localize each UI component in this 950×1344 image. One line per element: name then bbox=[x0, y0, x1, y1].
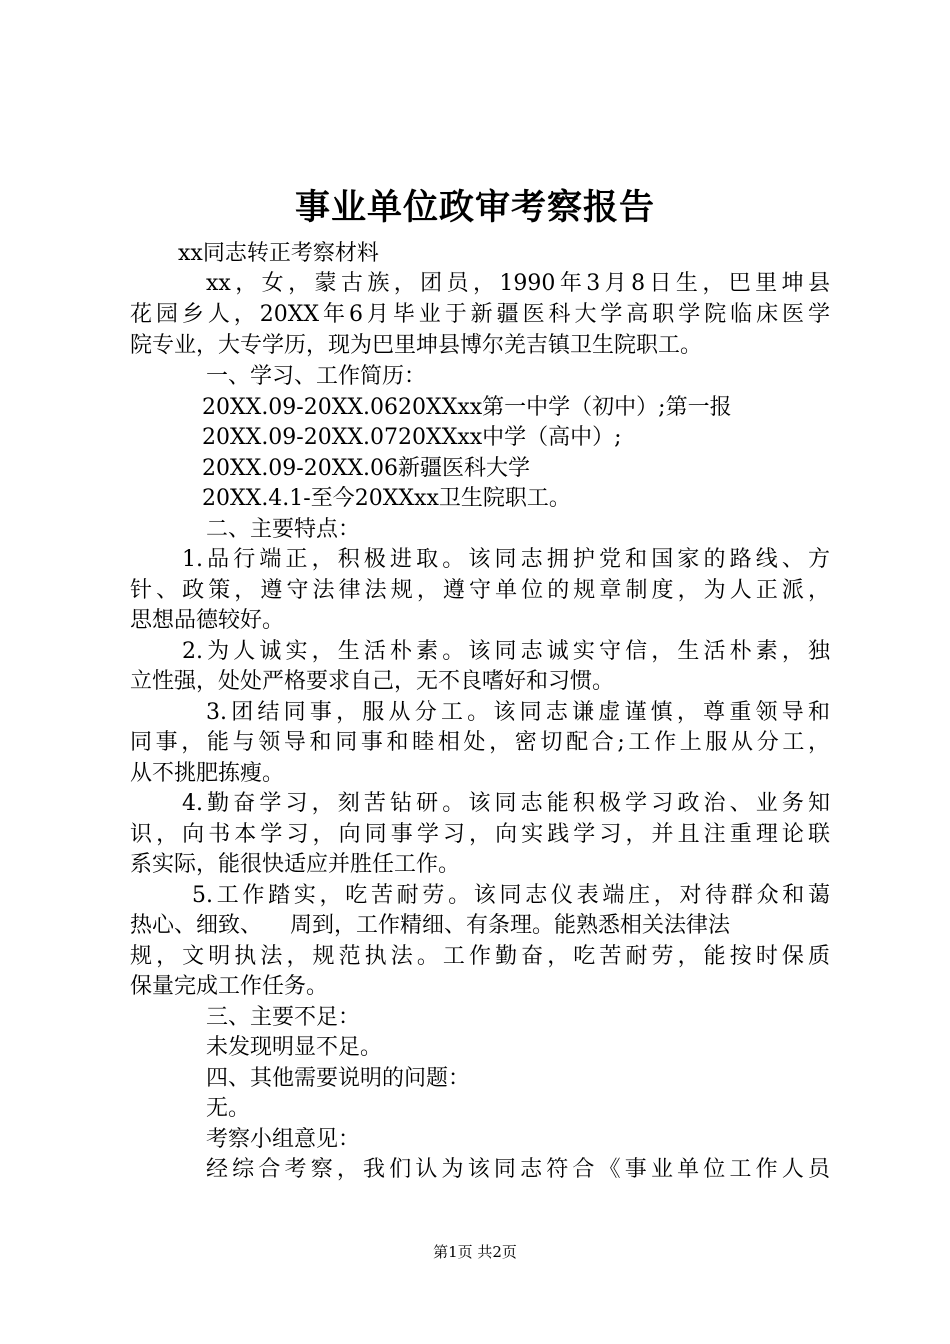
body-line: 未发现明显不足。 bbox=[206, 1035, 383, 1060]
body-line: 4.勤奋学习，刻苦钻研。该同志能积极学习政治、业务知 bbox=[182, 791, 830, 816]
body-line: 同事，能与领导和同事和睦相处，密切配合;工作上服从分工， bbox=[130, 730, 830, 755]
body-line: 院专业，大专学历，现为巴里坤县博尔羌吉镇卫生院职工。 bbox=[130, 333, 703, 358]
body-line: 20XX.09-20XX.0620XXxx第一中学（初中）;第一报 bbox=[202, 395, 732, 420]
document-title: 事业单位政审考察报告 bbox=[294, 187, 655, 228]
body-line: 20XX.09-20XX.0720XXxx中学（高中）; bbox=[202, 425, 622, 450]
body-line: 3.团结同事，服从分工。该同志谦虚谨慎，尊重领导和 bbox=[206, 700, 830, 725]
body-line: 1.品行端正，积极进取。该同志拥护党和国家的路线、方 bbox=[182, 547, 830, 572]
body-line: 规，文明执法，规范执法。工作勤奋，吃苦耐劳，能按时保质 bbox=[130, 944, 830, 969]
body-line: 经综合考察，我们认为该同志符合《事业单位工作人员 bbox=[206, 1157, 830, 1182]
body-line: 花园乡人，20XX年6月毕业于新疆医科大学高职学院临床医学 bbox=[130, 302, 830, 327]
page-footer: 第1页 共2页 bbox=[433, 1243, 517, 1261]
body-line: 一、学习、工作简历： bbox=[206, 364, 427, 389]
body-line: 二、主要特点： bbox=[206, 517, 361, 542]
body-line: xx，女，蒙古族，团员，1990年3月8日生，巴里坤县 bbox=[206, 271, 830, 296]
body-line: 20XX.09-20XX.06新疆医科大学 bbox=[202, 456, 531, 481]
body-line: 四、其他需要说明的问题： bbox=[206, 1066, 471, 1091]
body-line: 从不挑肥拣瘦。 bbox=[130, 761, 285, 786]
body-line: 保量完成工作任务。 bbox=[130, 974, 329, 999]
body-line: 20XX.4.1-至今20XXxx卫生院职工。 bbox=[202, 486, 571, 511]
body-line: 思想品德较好。 bbox=[130, 608, 285, 633]
body-line: 2.为人诚实，生活朴素。该同志诚实守信，生活朴素，独 bbox=[182, 639, 830, 664]
body-line: 无。 bbox=[206, 1096, 251, 1121]
body-line: 立性强，处处严格要求自己，无不良嗜好和习惯。 bbox=[130, 669, 615, 694]
body-line: xx同志转正考察材料 bbox=[178, 241, 379, 266]
body-line: 三、主要不足： bbox=[206, 1005, 361, 1030]
body-line: 热心、细致、 周到，工作精细、有条理。能熟悉相关法律法 bbox=[130, 913, 730, 938]
body-line: 针、政策，遵守法律法规，遵守单位的规章制度，为人正派， bbox=[130, 578, 830, 603]
body-line: 识，向书本学习，向同事学习，向实践学习，并且注重理论联 bbox=[130, 822, 830, 847]
body-line: 5.工作踏实，吃苦耐劳。该同志仪表端庄，对待群众和蔼 bbox=[192, 883, 830, 908]
body-line: 考察小组意见： bbox=[206, 1127, 361, 1152]
body-line: 系实际，能很快适应并胜任工作。 bbox=[130, 852, 461, 877]
